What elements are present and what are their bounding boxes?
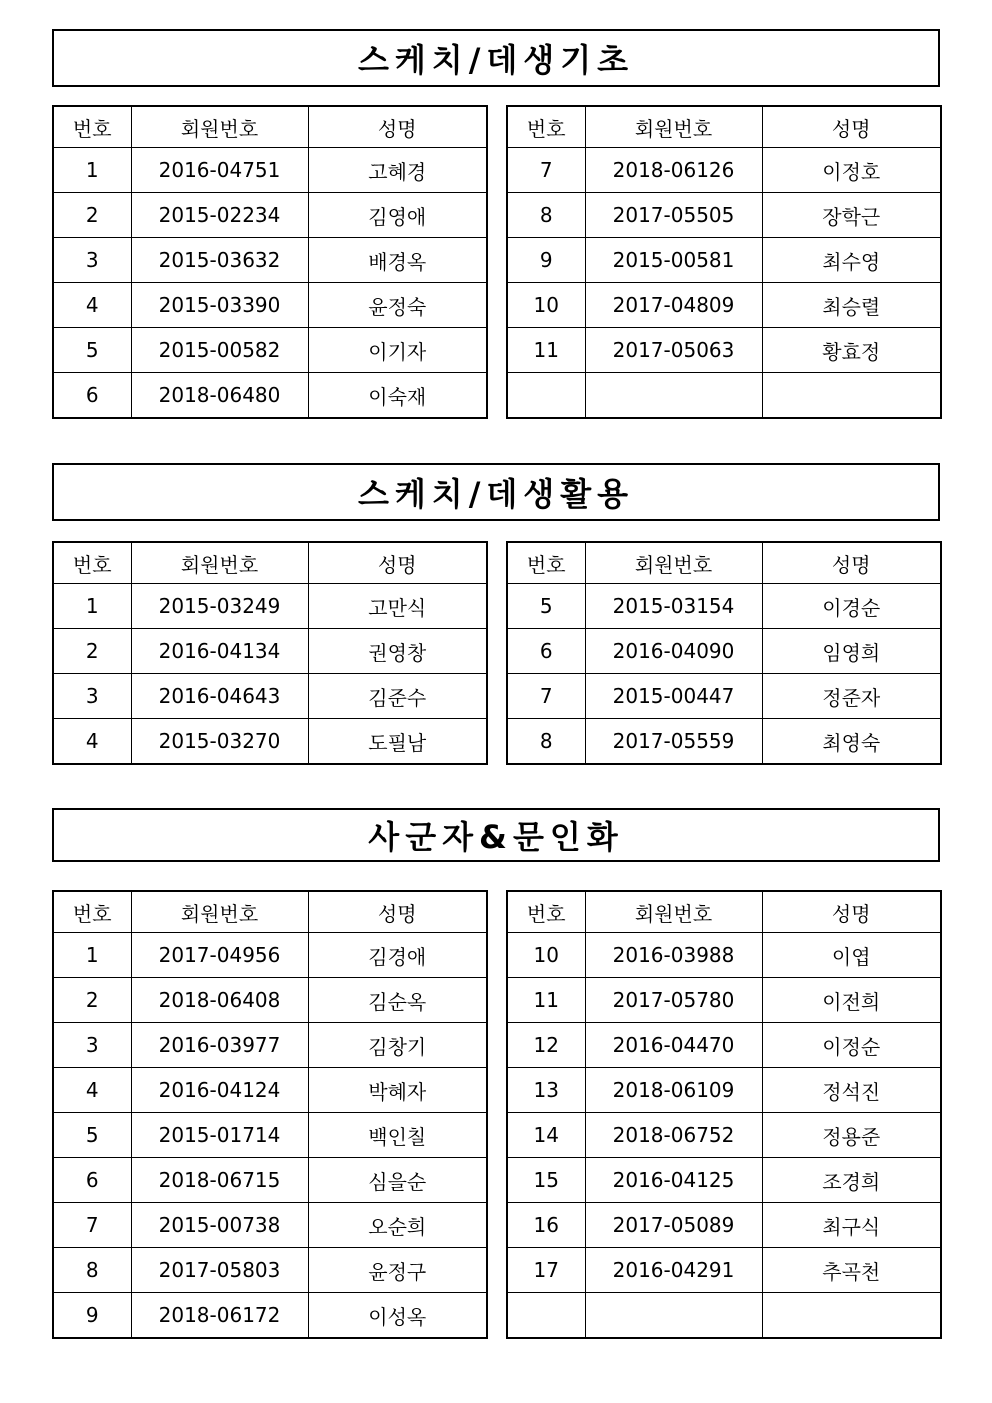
table-row bbox=[507, 193, 941, 238]
table-row bbox=[53, 584, 487, 629]
header-name: 성명 bbox=[762, 891, 941, 933]
header-name: 성명 bbox=[762, 542, 941, 584]
roster-table-right bbox=[506, 890, 942, 1339]
cell-member-id: 2016-03977 bbox=[131, 1023, 308, 1068]
table-row bbox=[53, 148, 487, 193]
cell-no: 17 bbox=[507, 1248, 585, 1293]
cell-name: 이전희 bbox=[762, 978, 941, 1023]
cell-member-id: 2016-04125 bbox=[585, 1158, 762, 1203]
cell-member-id: 2015-01714 bbox=[131, 1113, 308, 1158]
cell-no: 6 bbox=[53, 373, 131, 419]
cell-no: 7 bbox=[507, 674, 585, 719]
cell-no: 11 bbox=[507, 978, 585, 1023]
table-row bbox=[507, 1293, 941, 1339]
cell-member-id: 2017-05559 bbox=[585, 719, 762, 765]
cell-no: 3 bbox=[53, 674, 131, 719]
cell-name: 추곡천 bbox=[762, 1248, 941, 1293]
cell-no: 4 bbox=[53, 719, 131, 765]
table-row bbox=[507, 933, 941, 978]
cell-member-id: 2018-06715 bbox=[131, 1158, 308, 1203]
cell-no: 4 bbox=[53, 1068, 131, 1113]
table-row bbox=[53, 1248, 487, 1293]
table-row bbox=[53, 629, 487, 674]
cell-no: 10 bbox=[507, 283, 585, 328]
cell-member-id: 2016-04291 bbox=[585, 1248, 762, 1293]
cell-no: 2 bbox=[53, 193, 131, 238]
cell-name: 황효정 bbox=[762, 328, 941, 373]
cell-member-id: 2016-04090 bbox=[585, 629, 762, 674]
cell-name: 김경애 bbox=[308, 933, 487, 978]
table-row bbox=[53, 238, 487, 283]
cell-name: 김순옥 bbox=[308, 978, 487, 1023]
roster-table-right bbox=[506, 105, 942, 419]
cell-member-id: 2015-00738 bbox=[131, 1203, 308, 1248]
header-name: 성명 bbox=[762, 106, 941, 148]
cell-name: 이성옥 bbox=[308, 1293, 487, 1339]
cell-name: 김준수 bbox=[308, 674, 487, 719]
header-member-id: 회원번호 bbox=[585, 542, 762, 584]
cell-member-id: 2015-00581 bbox=[585, 238, 762, 283]
cell-name: 고혜경 bbox=[308, 148, 487, 193]
table-row bbox=[507, 373, 941, 419]
cell-name: 배경옥 bbox=[308, 238, 487, 283]
roster-table-left bbox=[52, 105, 488, 419]
cell-no bbox=[507, 373, 585, 419]
cell-no: 1 bbox=[53, 148, 131, 193]
table-header-row bbox=[53, 106, 487, 148]
table-row bbox=[507, 629, 941, 674]
cell-no: 8 bbox=[507, 719, 585, 765]
table-row bbox=[507, 1113, 941, 1158]
section-title-sketch-applied: 스케치/데생활용 bbox=[52, 463, 940, 521]
table-row bbox=[507, 328, 941, 373]
cell-name: 이정호 bbox=[762, 148, 941, 193]
cell-no: 8 bbox=[53, 1248, 131, 1293]
cell-name: 이정순 bbox=[762, 1023, 941, 1068]
header-member-id: 회원번호 bbox=[131, 106, 308, 148]
cell-no: 9 bbox=[507, 238, 585, 283]
cell-name: 김창기 bbox=[308, 1023, 487, 1068]
cell-name: 최영숙 bbox=[762, 719, 941, 765]
cell-no: 10 bbox=[507, 933, 585, 978]
cell-name: 장학근 bbox=[762, 193, 941, 238]
cell-member-id: 2017-05780 bbox=[585, 978, 762, 1023]
cell-name: 김영애 bbox=[308, 193, 487, 238]
cell-no: 6 bbox=[53, 1158, 131, 1203]
cell-name: 윤정숙 bbox=[308, 283, 487, 328]
cell-no: 7 bbox=[507, 148, 585, 193]
table-header-row bbox=[507, 891, 941, 933]
table-header-row bbox=[53, 891, 487, 933]
cell-no: 5 bbox=[53, 328, 131, 373]
cell-no: 3 bbox=[53, 1023, 131, 1068]
cell-no bbox=[507, 1293, 585, 1339]
cell-member-id: 2015-02234 bbox=[131, 193, 308, 238]
cell-name: 정용준 bbox=[762, 1113, 941, 1158]
table-row bbox=[507, 1158, 941, 1203]
cell-member-id: 2017-05089 bbox=[585, 1203, 762, 1248]
header-name: 성명 bbox=[308, 542, 487, 584]
cell-member-id: 2018-06109 bbox=[585, 1068, 762, 1113]
cell-name: 이엽 bbox=[762, 933, 941, 978]
header-no: 번호 bbox=[507, 891, 585, 933]
roster-table-right bbox=[506, 541, 942, 765]
table-row bbox=[53, 978, 487, 1023]
cell-member-id: 2015-03270 bbox=[131, 719, 308, 765]
cell-member-id: 2015-03249 bbox=[131, 584, 308, 629]
table-row bbox=[53, 1293, 487, 1339]
table-row bbox=[507, 719, 941, 765]
cell-member-id: 2015-03390 bbox=[131, 283, 308, 328]
header-no: 번호 bbox=[53, 891, 131, 933]
header-member-id: 회원번호 bbox=[131, 542, 308, 584]
cell-member-id: 2018-06172 bbox=[131, 1293, 308, 1339]
cell-member-id bbox=[585, 1293, 762, 1339]
cell-name: 조경희 bbox=[762, 1158, 941, 1203]
cell-member-id: 2017-05803 bbox=[131, 1248, 308, 1293]
cell-name bbox=[762, 373, 941, 419]
cell-member-id: 2018-06126 bbox=[585, 148, 762, 193]
section-title-sagunja-munin: 사군자&문인화 bbox=[52, 808, 940, 862]
cell-member-id: 2016-04643 bbox=[131, 674, 308, 719]
cell-name: 최수영 bbox=[762, 238, 941, 283]
cell-no: 14 bbox=[507, 1113, 585, 1158]
cell-member-id: 2017-04809 bbox=[585, 283, 762, 328]
header-no: 번호 bbox=[53, 106, 131, 148]
cell-member-id: 2018-06752 bbox=[585, 1113, 762, 1158]
table-row bbox=[53, 674, 487, 719]
cell-no: 6 bbox=[507, 629, 585, 674]
table-row bbox=[53, 933, 487, 978]
cell-member-id: 2016-04134 bbox=[131, 629, 308, 674]
table-row bbox=[53, 1203, 487, 1248]
table-row bbox=[507, 1068, 941, 1113]
header-no: 번호 bbox=[507, 542, 585, 584]
table-row bbox=[507, 238, 941, 283]
cell-name: 정준자 bbox=[762, 674, 941, 719]
cell-no: 8 bbox=[507, 193, 585, 238]
table-header-row bbox=[53, 542, 487, 584]
roster-table-left bbox=[52, 890, 488, 1339]
cell-name: 최구식 bbox=[762, 1203, 941, 1248]
header-no: 번호 bbox=[507, 106, 585, 148]
cell-name: 윤정구 bbox=[308, 1248, 487, 1293]
cell-member-id bbox=[585, 373, 762, 419]
cell-name: 정석진 bbox=[762, 1068, 941, 1113]
table-row bbox=[53, 193, 487, 238]
header-name: 성명 bbox=[308, 891, 487, 933]
table-row bbox=[507, 1203, 941, 1248]
cell-member-id: 2018-06480 bbox=[131, 373, 308, 419]
header-name: 성명 bbox=[308, 106, 487, 148]
cell-no: 9 bbox=[53, 1293, 131, 1339]
cell-no: 3 bbox=[53, 238, 131, 283]
cell-member-id: 2016-04470 bbox=[585, 1023, 762, 1068]
cell-member-id: 2017-05063 bbox=[585, 328, 762, 373]
cell-member-id: 2015-03632 bbox=[131, 238, 308, 283]
cell-no: 5 bbox=[53, 1113, 131, 1158]
table-row bbox=[53, 1023, 487, 1068]
cell-no: 4 bbox=[53, 283, 131, 328]
cell-name: 도필남 bbox=[308, 719, 487, 765]
table-header-row bbox=[507, 106, 941, 148]
cell-name: 임영희 bbox=[762, 629, 941, 674]
cell-no: 11 bbox=[507, 328, 585, 373]
cell-member-id: 2016-04751 bbox=[131, 148, 308, 193]
cell-no: 16 bbox=[507, 1203, 585, 1248]
header-member-id: 회원번호 bbox=[585, 891, 762, 933]
cell-no: 1 bbox=[53, 933, 131, 978]
cell-name: 오순희 bbox=[308, 1203, 487, 1248]
cell-name: 이경순 bbox=[762, 584, 941, 629]
cell-member-id: 2015-00447 bbox=[585, 674, 762, 719]
cell-member-id: 2017-04956 bbox=[131, 933, 308, 978]
cell-name: 박혜자 bbox=[308, 1068, 487, 1113]
cell-name: 최승렬 bbox=[762, 283, 941, 328]
table-row bbox=[507, 978, 941, 1023]
cell-name: 권영창 bbox=[308, 629, 487, 674]
table-row bbox=[53, 328, 487, 373]
table-row bbox=[53, 1068, 487, 1113]
cell-name: 백인칠 bbox=[308, 1113, 487, 1158]
header-no: 번호 bbox=[53, 542, 131, 584]
table-row bbox=[507, 1248, 941, 1293]
table-row bbox=[53, 373, 487, 419]
table-row bbox=[507, 674, 941, 719]
cell-no: 2 bbox=[53, 978, 131, 1023]
cell-no: 2 bbox=[53, 629, 131, 674]
table-row bbox=[53, 719, 487, 765]
cell-no: 15 bbox=[507, 1158, 585, 1203]
table-row bbox=[507, 584, 941, 629]
cell-name: 이숙재 bbox=[308, 373, 487, 419]
table-row bbox=[507, 1023, 941, 1068]
table-row bbox=[53, 283, 487, 328]
cell-name bbox=[762, 1293, 941, 1339]
cell-no: 1 bbox=[53, 584, 131, 629]
cell-member-id: 2016-03988 bbox=[585, 933, 762, 978]
table-row bbox=[53, 1158, 487, 1203]
header-member-id: 회원번호 bbox=[131, 891, 308, 933]
cell-name: 고만식 bbox=[308, 584, 487, 629]
cell-member-id: 2015-00582 bbox=[131, 328, 308, 373]
table-row bbox=[507, 148, 941, 193]
cell-no: 7 bbox=[53, 1203, 131, 1248]
table-row bbox=[507, 283, 941, 328]
cell-no: 5 bbox=[507, 584, 585, 629]
cell-member-id: 2016-04124 bbox=[131, 1068, 308, 1113]
table-header-row bbox=[507, 542, 941, 584]
roster-table-left bbox=[52, 541, 488, 765]
cell-member-id: 2015-03154 bbox=[585, 584, 762, 629]
cell-member-id: 2018-06408 bbox=[131, 978, 308, 1023]
cell-member-id: 2017-05505 bbox=[585, 193, 762, 238]
cell-name: 이기자 bbox=[308, 328, 487, 373]
section-title-sketch-basics: 스케치/데생기초 bbox=[52, 29, 940, 87]
header-member-id: 회원번호 bbox=[585, 106, 762, 148]
cell-name: 심을순 bbox=[308, 1158, 487, 1203]
cell-no: 13 bbox=[507, 1068, 585, 1113]
table-row bbox=[53, 1113, 487, 1158]
cell-no: 12 bbox=[507, 1023, 585, 1068]
